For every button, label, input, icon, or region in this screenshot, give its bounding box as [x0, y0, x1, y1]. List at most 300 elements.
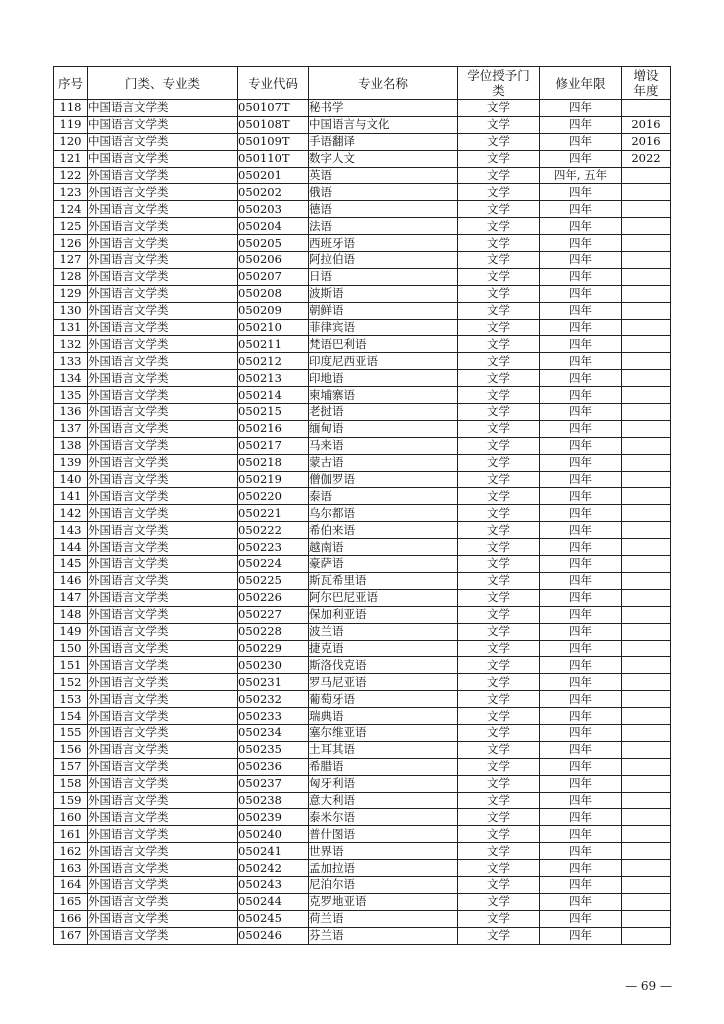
cell-seq: 125 [54, 218, 88, 235]
cell-category: 外国语言文学类 [88, 927, 238, 944]
cell-category: 中国语言文学类 [88, 133, 238, 150]
cell-major-name: 秘书学 [309, 100, 458, 117]
cell-major-name: 印度尼西亚语 [309, 353, 458, 370]
table-body [54, 100, 671, 945]
cell-category: 外国语言文学类 [88, 420, 238, 437]
cell-code: 050107T [238, 100, 309, 117]
cell-seq: 152 [54, 674, 88, 691]
cell-degree: 文学 [458, 792, 540, 809]
cell-year-added [622, 724, 671, 741]
cell-year-added [622, 691, 671, 708]
cell-major-name: 泰米尔语 [309, 809, 458, 826]
cell-seq: 165 [54, 893, 88, 910]
cell-code: 050237 [238, 775, 309, 792]
cell-degree: 文学 [458, 741, 540, 758]
cell-category: 外国语言文学类 [88, 843, 238, 860]
cell-code: 050243 [238, 876, 309, 893]
cell-category: 外国语言文学类 [88, 437, 238, 454]
cell-code: 050240 [238, 826, 309, 843]
cell-major-name: 世界语 [309, 843, 458, 860]
cell-category: 外国语言文学类 [88, 404, 238, 421]
cell-category: 外国语言文学类 [88, 674, 238, 691]
cell-year-added [622, 454, 671, 471]
cell-seq: 150 [54, 640, 88, 657]
cell-year-added [622, 876, 671, 893]
table-row [54, 167, 671, 184]
cell-degree: 文学 [458, 843, 540, 860]
table-row [54, 285, 671, 302]
cell-duration: 四年 [540, 674, 622, 691]
cell-code: 050222 [238, 522, 309, 539]
table-row [54, 674, 671, 691]
cell-year-added: 2022 [622, 150, 671, 167]
cell-seq: 126 [54, 235, 88, 252]
cell-major-name: 捷克语 [309, 640, 458, 657]
cell-seq: 137 [54, 420, 88, 437]
cell-category: 外国语言文学类 [88, 268, 238, 285]
cell-degree: 文学 [458, 268, 540, 285]
cell-duration: 四年 [540, 218, 622, 235]
cell-duration: 四年 [540, 116, 622, 133]
cell-category: 中国语言文学类 [88, 116, 238, 133]
cell-seq: 158 [54, 775, 88, 792]
table-row [54, 606, 671, 623]
cell-code: 050221 [238, 505, 309, 522]
table-row [54, 775, 671, 792]
cell-category: 外国语言文学类 [88, 556, 238, 573]
cell-code: 050241 [238, 843, 309, 860]
cell-degree: 文学 [458, 674, 540, 691]
cell-degree: 文学 [458, 471, 540, 488]
cell-category: 外国语言文学类 [88, 319, 238, 336]
cell-degree: 文学 [458, 910, 540, 927]
cell-code: 050219 [238, 471, 309, 488]
cell-code: 050229 [238, 640, 309, 657]
cell-year-added [622, 640, 671, 657]
table-row [54, 539, 671, 556]
cell-major-name: 克罗地亚语 [309, 893, 458, 910]
cell-code: 050109T [238, 133, 309, 150]
cell-code: 050238 [238, 792, 309, 809]
cell-year-added [622, 606, 671, 623]
cell-duration: 四年 [540, 336, 622, 353]
cell-category: 外国语言文学类 [88, 826, 238, 843]
table-row [54, 235, 671, 252]
cell-code: 050215 [238, 404, 309, 421]
cell-year-added [622, 488, 671, 505]
table-row [54, 184, 671, 201]
cell-year-added [622, 100, 671, 117]
table-row [54, 370, 671, 387]
table-row [54, 572, 671, 589]
cell-code: 050235 [238, 741, 309, 758]
cell-year-added [622, 792, 671, 809]
table-header [54, 67, 671, 100]
cell-category: 外国语言文学类 [88, 235, 238, 252]
cell-code: 050234 [238, 724, 309, 741]
table-row [54, 302, 671, 319]
cell-degree: 文学 [458, 302, 540, 319]
cell-year-added [622, 708, 671, 725]
cell-year-added [622, 893, 671, 910]
cell-seq: 157 [54, 758, 88, 775]
cell-seq: 145 [54, 556, 88, 573]
cell-code: 050230 [238, 657, 309, 674]
cell-duration: 四年 [540, 809, 622, 826]
cell-seq: 148 [54, 606, 88, 623]
cell-category: 外国语言文学类 [88, 741, 238, 758]
cell-seq: 141 [54, 488, 88, 505]
cell-year-added [622, 556, 671, 573]
cell-category: 外国语言文学类 [88, 657, 238, 674]
cell-degree: 文学 [458, 285, 540, 302]
cell-seq: 131 [54, 319, 88, 336]
table-row [54, 100, 671, 117]
table-row [54, 471, 671, 488]
cell-duration: 四年 [540, 100, 622, 117]
cell-degree: 文学 [458, 437, 540, 454]
cell-code: 050108T [238, 116, 309, 133]
cell-major-name: 西班牙语 [309, 235, 458, 252]
cell-major-name: 匈牙利语 [309, 775, 458, 792]
cell-major-name: 中国语言与文化 [309, 116, 458, 133]
cell-major-name: 俄语 [309, 184, 458, 201]
cell-major-name: 马来语 [309, 437, 458, 454]
cell-major-name: 波斯语 [309, 285, 458, 302]
cell-code: 050242 [238, 860, 309, 877]
cell-degree: 文学 [458, 235, 540, 252]
cell-code: 050228 [238, 623, 309, 640]
cell-major-name: 尼泊尔语 [309, 876, 458, 893]
cell-code: 050227 [238, 606, 309, 623]
cell-seq: 128 [54, 268, 88, 285]
table-row [54, 708, 671, 725]
cell-degree: 文学 [458, 589, 540, 606]
table-row [54, 116, 671, 133]
cell-duration: 四年 [540, 640, 622, 657]
cell-category: 外国语言文学类 [88, 505, 238, 522]
cell-major-name: 斯洛伐克语 [309, 657, 458, 674]
cell-duration: 四年 [540, 623, 622, 640]
header-degree: 学位授予门类 [458, 67, 540, 100]
cell-duration: 四年 [540, 758, 622, 775]
cell-degree: 文学 [458, 201, 540, 218]
cell-category: 外国语言文学类 [88, 387, 238, 404]
cell-year-added [622, 826, 671, 843]
table-row [54, 218, 671, 235]
cell-year-added [622, 522, 671, 539]
cell-year-added: 2016 [622, 116, 671, 133]
cell-category: 外国语言文学类 [88, 454, 238, 471]
cell-duration: 四年 [540, 589, 622, 606]
cell-category: 外国语言文学类 [88, 302, 238, 319]
cell-duration: 四年 [540, 252, 622, 269]
cell-degree: 文学 [458, 454, 540, 471]
cell-seq: 120 [54, 133, 88, 150]
cell-category: 外国语言文学类 [88, 539, 238, 556]
cell-code: 050225 [238, 572, 309, 589]
cell-duration: 四年 [540, 319, 622, 336]
cell-seq: 134 [54, 370, 88, 387]
cell-seq: 153 [54, 691, 88, 708]
cell-degree: 文学 [458, 657, 540, 674]
cell-seq: 136 [54, 404, 88, 421]
cell-code: 050212 [238, 353, 309, 370]
cell-duration: 四年 [540, 572, 622, 589]
cell-duration: 四年 [540, 471, 622, 488]
cell-year-added [622, 860, 671, 877]
cell-duration: 四年 [540, 910, 622, 927]
cell-category: 外国语言文学类 [88, 724, 238, 741]
cell-seq: 138 [54, 437, 88, 454]
cell-duration: 四年 [540, 657, 622, 674]
cell-year-added [622, 437, 671, 454]
cell-major-name: 越南语 [309, 539, 458, 556]
cell-major-name: 印地语 [309, 370, 458, 387]
cell-seq: 130 [54, 302, 88, 319]
cell-degree: 文学 [458, 691, 540, 708]
cell-major-name: 罗马尼亚语 [309, 674, 458, 691]
cell-degree: 文学 [458, 184, 540, 201]
table-row [54, 556, 671, 573]
header-category: 门类、专业类 [88, 67, 238, 100]
cell-category: 外国语言文学类 [88, 252, 238, 269]
cell-code: 050208 [238, 285, 309, 302]
cell-code: 050232 [238, 691, 309, 708]
cell-code: 050245 [238, 910, 309, 927]
cell-major-name: 法语 [309, 218, 458, 235]
cell-duration: 四年 [540, 420, 622, 437]
cell-degree: 文学 [458, 539, 540, 556]
cell-year-added [622, 235, 671, 252]
cell-degree: 文学 [458, 606, 540, 623]
cell-year-added [622, 572, 671, 589]
cell-year-added [622, 927, 671, 944]
table-row [54, 860, 671, 877]
cell-duration: 四年 [540, 775, 622, 792]
cell-category: 外国语言文学类 [88, 691, 238, 708]
cell-code: 050246 [238, 927, 309, 944]
header-duration: 修业年限 [540, 67, 622, 100]
table-row [54, 420, 671, 437]
cell-year-added [622, 268, 671, 285]
header-year-added: 增设年度 [622, 67, 671, 100]
cell-year-added [622, 505, 671, 522]
cell-degree: 文学 [458, 319, 540, 336]
cell-seq: 144 [54, 539, 88, 556]
cell-code: 050213 [238, 370, 309, 387]
cell-degree: 文学 [458, 387, 540, 404]
header-row [54, 67, 671, 100]
cell-degree: 文学 [458, 420, 540, 437]
cell-category: 外国语言文学类 [88, 640, 238, 657]
cell-seq: 118 [54, 100, 88, 117]
table-row [54, 910, 671, 927]
cell-duration: 四年 [540, 454, 622, 471]
cell-year-added [622, 758, 671, 775]
cell-duration: 四年 [540, 843, 622, 860]
cell-major-name: 波兰语 [309, 623, 458, 640]
cell-seq: 132 [54, 336, 88, 353]
cell-major-name: 瑞典语 [309, 708, 458, 725]
table-row [54, 268, 671, 285]
cell-category: 外国语言文学类 [88, 893, 238, 910]
cell-duration: 四年 [540, 792, 622, 809]
cell-degree: 文学 [458, 116, 540, 133]
cell-category: 外国语言文学类 [88, 285, 238, 302]
table-row [54, 150, 671, 167]
cell-year-added [622, 809, 671, 826]
cell-major-name: 柬埔寨语 [309, 387, 458, 404]
cell-category: 外国语言文学类 [88, 336, 238, 353]
cell-major-name: 普什图语 [309, 826, 458, 843]
cell-seq: 127 [54, 252, 88, 269]
cell-seq: 163 [54, 860, 88, 877]
table-row [54, 404, 671, 421]
cell-seq: 154 [54, 708, 88, 725]
cell-degree: 文学 [458, 488, 540, 505]
table-row [54, 505, 671, 522]
cell-major-name: 菲律宾语 [309, 319, 458, 336]
cell-category: 外国语言文学类 [88, 184, 238, 201]
cell-year-added [622, 404, 671, 421]
table-row [54, 758, 671, 775]
cell-category: 外国语言文学类 [88, 860, 238, 877]
cell-seq: 159 [54, 792, 88, 809]
majors-table [53, 66, 671, 945]
cell-seq: 147 [54, 589, 88, 606]
cell-year-added: 2016 [622, 133, 671, 150]
table-row [54, 522, 671, 539]
cell-year-added [622, 387, 671, 404]
cell-code: 050239 [238, 809, 309, 826]
table-row [54, 724, 671, 741]
cell-major-name: 斯瓦希里语 [309, 572, 458, 589]
cell-duration: 四年 [540, 268, 622, 285]
cell-year-added [622, 910, 671, 927]
cell-category: 外国语言文学类 [88, 775, 238, 792]
cell-seq: 135 [54, 387, 88, 404]
cell-duration: 四年 [540, 404, 622, 421]
cell-major-name: 德语 [309, 201, 458, 218]
cell-category: 中国语言文学类 [88, 150, 238, 167]
cell-code: 050224 [238, 556, 309, 573]
cell-year-added [622, 539, 671, 556]
cell-degree: 文学 [458, 893, 540, 910]
cell-category: 外国语言文学类 [88, 809, 238, 826]
cell-degree: 文学 [458, 758, 540, 775]
cell-year-added [622, 741, 671, 758]
cell-seq: 124 [54, 201, 88, 218]
cell-duration: 四年 [540, 691, 622, 708]
cell-year-added [622, 252, 671, 269]
cell-duration: 四年 [540, 556, 622, 573]
table-row [54, 488, 671, 505]
table-row [54, 927, 671, 944]
cell-duration: 四年, 五年 [540, 167, 622, 184]
cell-duration: 四年 [540, 522, 622, 539]
cell-major-name: 孟加拉语 [309, 860, 458, 877]
cell-category: 外国语言文学类 [88, 606, 238, 623]
cell-seq: 129 [54, 285, 88, 302]
cell-year-added [622, 218, 671, 235]
cell-code: 050218 [238, 454, 309, 471]
cell-year-added [622, 370, 671, 387]
cell-major-name: 阿尔巴尼亚语 [309, 589, 458, 606]
table-row [54, 336, 671, 353]
table-row [54, 623, 671, 640]
cell-year-added [622, 657, 671, 674]
cell-duration: 四年 [540, 606, 622, 623]
cell-major-name: 数字人文 [309, 150, 458, 167]
cell-degree: 文学 [458, 100, 540, 117]
cell-degree: 文学 [458, 724, 540, 741]
cell-year-added [622, 302, 671, 319]
cell-seq: 119 [54, 116, 88, 133]
cell-year-added [622, 201, 671, 218]
cell-code: 050207 [238, 268, 309, 285]
table-row [54, 437, 671, 454]
table-row [54, 353, 671, 370]
cell-code: 050204 [238, 218, 309, 235]
header-major-name: 专业名称 [309, 67, 458, 100]
cell-code: 050110T [238, 150, 309, 167]
cell-seq: 142 [54, 505, 88, 522]
cell-duration: 四年 [540, 133, 622, 150]
cell-code: 050244 [238, 893, 309, 910]
cell-code: 050236 [238, 758, 309, 775]
cell-major-name: 缅甸语 [309, 420, 458, 437]
cell-duration: 四年 [540, 741, 622, 758]
cell-year-added [622, 285, 671, 302]
cell-major-name: 泰语 [309, 488, 458, 505]
cell-category: 外国语言文学类 [88, 370, 238, 387]
cell-degree: 文学 [458, 775, 540, 792]
cell-duration: 四年 [540, 724, 622, 741]
cell-duration: 四年 [540, 387, 622, 404]
table-row [54, 792, 671, 809]
cell-degree: 文学 [458, 252, 540, 269]
cell-category: 外国语言文学类 [88, 623, 238, 640]
table-row [54, 252, 671, 269]
cell-major-name: 英语 [309, 167, 458, 184]
cell-code: 050231 [238, 674, 309, 691]
cell-duration: 四年 [540, 826, 622, 843]
cell-year-added [622, 319, 671, 336]
cell-major-name: 老挝语 [309, 404, 458, 421]
cell-seq: 139 [54, 454, 88, 471]
table-row [54, 387, 671, 404]
cell-year-added [622, 843, 671, 860]
table-row [54, 133, 671, 150]
cell-duration: 四年 [540, 285, 622, 302]
cell-year-added [622, 184, 671, 201]
cell-year-added [622, 623, 671, 640]
cell-code: 050220 [238, 488, 309, 505]
table-row [54, 826, 671, 843]
cell-degree: 文学 [458, 522, 540, 539]
cell-major-name: 荷兰语 [309, 910, 458, 927]
cell-seq: 166 [54, 910, 88, 927]
cell-code: 050214 [238, 387, 309, 404]
cell-seq: 149 [54, 623, 88, 640]
cell-category: 外国语言文学类 [88, 201, 238, 218]
cell-degree: 文学 [458, 826, 540, 843]
cell-category: 外国语言文学类 [88, 572, 238, 589]
cell-major-name: 豪萨语 [309, 556, 458, 573]
cell-duration: 四年 [540, 184, 622, 201]
cell-degree: 文学 [458, 623, 540, 640]
